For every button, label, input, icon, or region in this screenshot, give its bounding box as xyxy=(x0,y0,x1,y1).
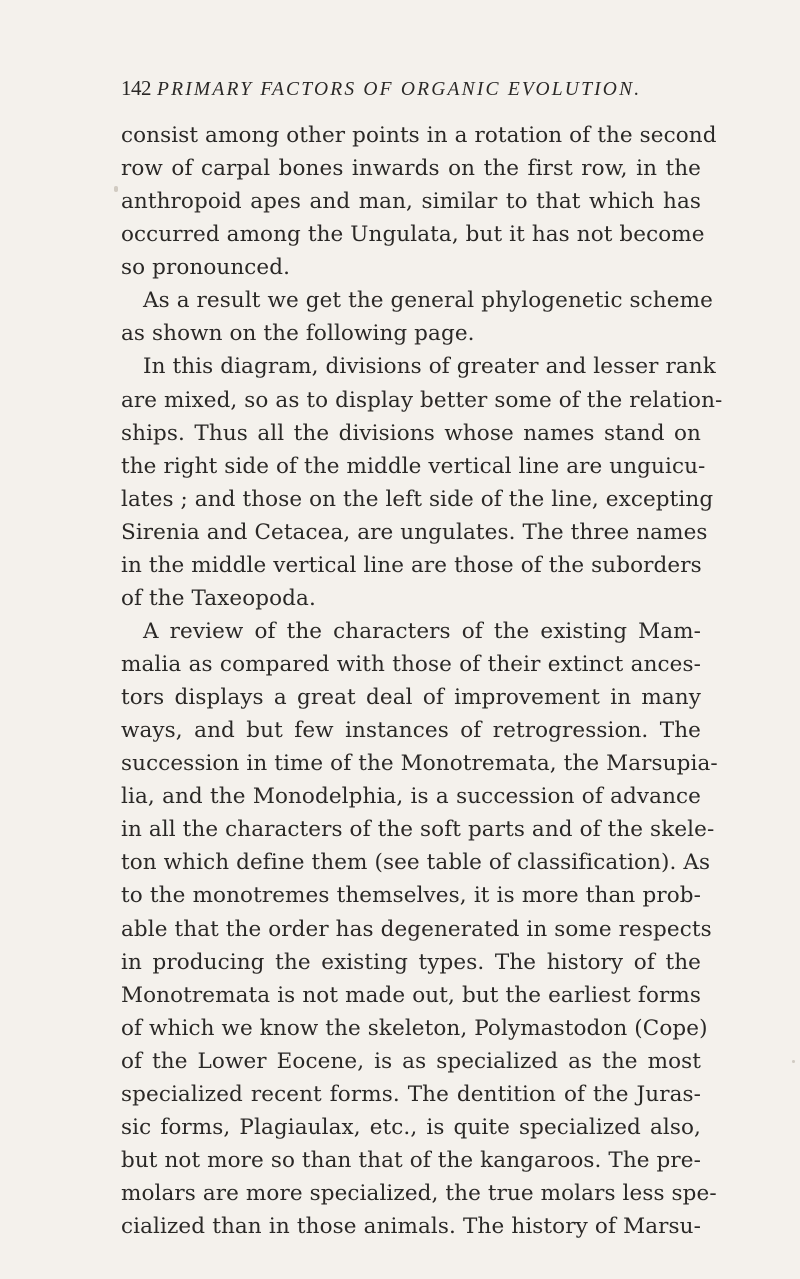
running-head xyxy=(121,76,741,106)
text-line: Sirenia and Cetacea, are ungulates. The three names xyxy=(121,519,708,545)
text-line: Monotremata is not made out, but the earliest forms xyxy=(121,982,701,1008)
text-line: In this diagram, divisions of greater and lesser rank xyxy=(143,354,716,380)
text-line: of the Taxeopoda. xyxy=(121,585,316,611)
text-line: A review of the characters of the existing Mam- xyxy=(143,618,701,644)
text-line: lates ; and those on the left side of the line, excepting xyxy=(121,486,714,512)
text-line: ships. Thus all the divisions whose names stand on xyxy=(121,420,701,446)
running-title: PRIMARY FACTORS OF ORGANIC EVOLUTION. xyxy=(157,79,642,100)
text-line: cialized than in those animals. The history of Marsu- xyxy=(121,1214,701,1240)
text-line: tors displays a great deal of improvement in many xyxy=(121,685,701,711)
text-line: of the Lower Eocene, is as specialized as the most xyxy=(121,1048,701,1074)
text-line: in all the characters of the soft parts and of the skele- xyxy=(121,817,715,843)
text-line: As a result we get the general phylogenetic scheme xyxy=(143,288,713,314)
text-line: but not more so than that of the kangaroos. The pre- xyxy=(121,1147,701,1173)
text-line: to the monotremes themselves, it is more than prob- xyxy=(121,883,701,909)
text-line: ways, and but few instances of retrogression. The xyxy=(121,718,701,744)
text-line: in producing the existing types. The history of the xyxy=(121,949,701,975)
text-line: in the middle vertical line are those of the suborders xyxy=(121,552,702,578)
text-line: consist among other points in a rotation of the second xyxy=(121,123,717,148)
page-number: 142 xyxy=(121,76,151,100)
text-line: anthropoid apes and man, similar to that which has xyxy=(121,189,701,215)
print-speck xyxy=(114,186,118,192)
text-line: so pronounced. xyxy=(121,255,291,281)
text-line: succession in time of the Monotremata, the Marsupia- xyxy=(121,751,718,777)
text-line: as shown on the following page. xyxy=(121,321,475,347)
text-line: molars are more specialized, the true molars less spe- xyxy=(121,1181,717,1206)
text-line: malia as compared with those of their extinct ances- xyxy=(121,652,701,677)
text-line: specialized recent forms. The dentition of the Juras- xyxy=(121,1081,701,1107)
body-text xyxy=(121,119,723,1243)
text-line: occurred among the Ungulata, but it has not become xyxy=(121,222,705,248)
print-speck xyxy=(792,1060,795,1063)
text-line: row of carpal bones inwards on the first row, in the xyxy=(121,156,701,182)
text-line: of which we know the skeleton, Polymastodon (Cope) xyxy=(121,1015,708,1041)
text-line: the right side of the middle vertical line are unguicu- xyxy=(121,453,706,479)
text-line: are mixed, so as to display better some of the relation- xyxy=(121,387,723,413)
text-line: able that the order has degenerated in some respects xyxy=(121,916,712,942)
text-line: sic forms, Plagiaulax, etc., is quite specialized also, xyxy=(121,1114,701,1140)
text-line: lia, and the Monodelphia, is a succession of advance xyxy=(121,784,701,810)
text-line: ton which define them (see table of classification). As xyxy=(121,850,711,876)
